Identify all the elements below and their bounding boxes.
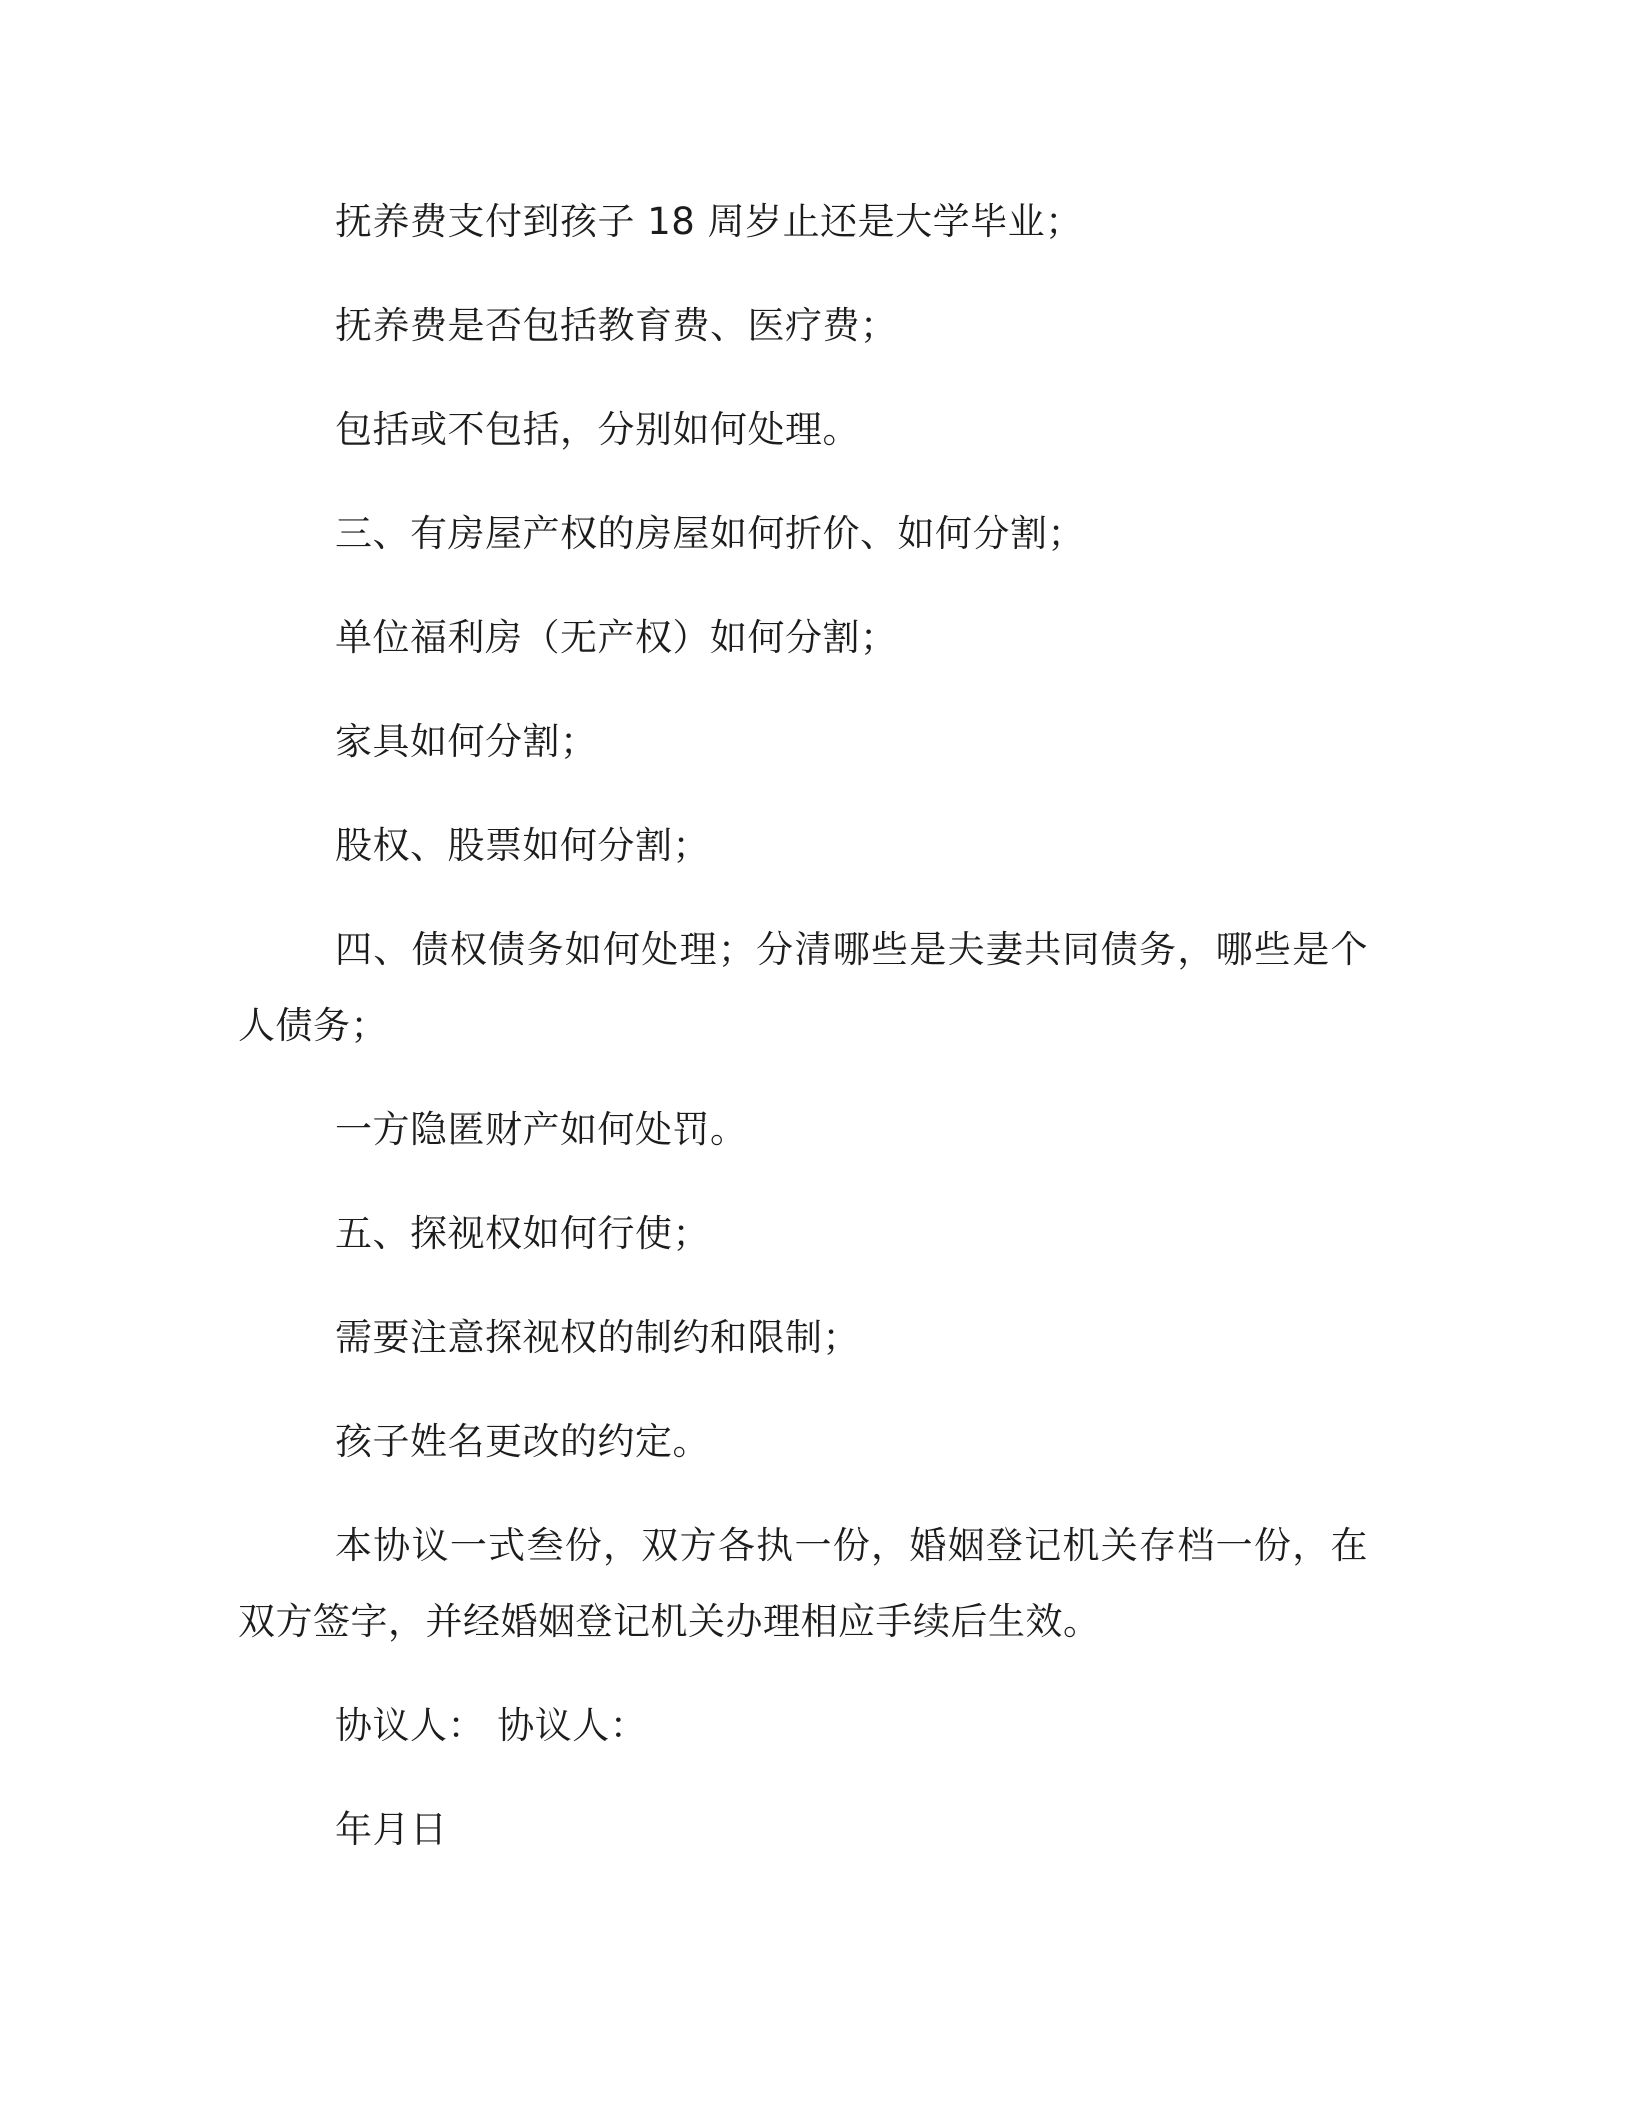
document-body [238, 184, 1368, 1896]
paragraph-support-scope: 抚养费是否包括教育费、医疗费； [335, 304, 898, 347]
signature-line: 协议人： 协议人： [335, 1704, 648, 1747]
date-line: 年月日 [335, 1808, 448, 1851]
paragraph-copies-effect: 本协议一式叁份，双方各执一份，婚姻登记机关存档一份，在双方签字，并经婚姻登记机关办理相应手续后生效。 [238, 1524, 1368, 1643]
paragraph-concealed-assets: 一方隐匿财产如何处罚。 [335, 1108, 748, 1151]
paragraph-furniture: 家具如何分割； [335, 720, 598, 763]
paragraph-support-duration: 抚养费支付到孩子 18 周岁止还是大学毕业； [335, 200, 1083, 243]
paragraph-visitation: 五、探视权如何行使； [335, 1212, 710, 1255]
paragraph-child-name: 孩子姓名更改的约定。 [335, 1420, 710, 1463]
paragraph-debts: 四、债权债务如何处理；分清哪些是夫妻共同债务，哪些是个人债务； [238, 928, 1368, 1047]
paragraph-welfare-house: 单位福利房（无产权）如何分割； [335, 616, 898, 659]
paragraph-equity-stocks: 股权、股票如何分割； [335, 824, 710, 867]
paragraph-visitation-limits: 需要注意探视权的制约和限制； [335, 1316, 860, 1359]
paragraph-house-division: 三、有房屋产权的房屋如何折价、如何分割； [335, 512, 1085, 555]
paragraph-support-handling: 包括或不包括，分别如何处理。 [335, 408, 860, 451]
